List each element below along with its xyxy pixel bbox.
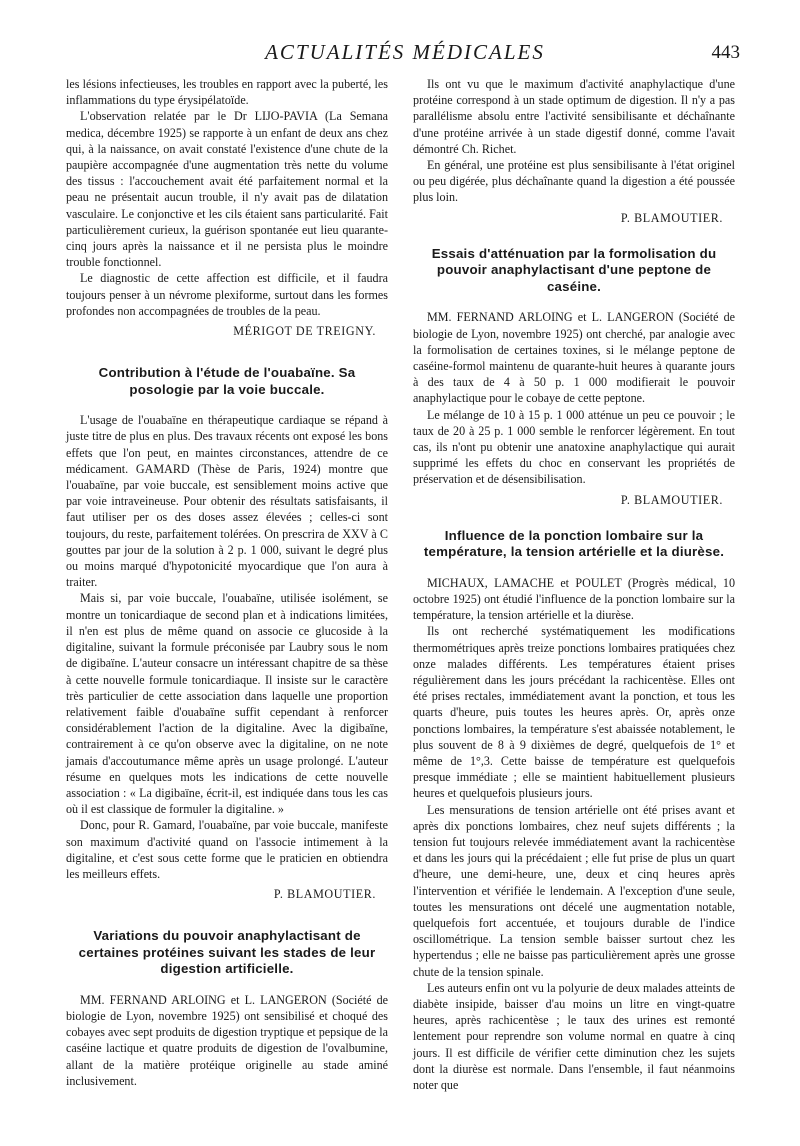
article-paragraph: MM. FERNAND ARLOING et L. LANGERON (Société de biologie de Lyon, novembre 1925) ont cherché, par analogie avec la formolisation de certaines toxines, si le mélange peptone de caséine-formol maintenu de quarante-huit heures à quarante jours à des taux de 4 à 50 p. 1 000 modifierait le pouvoir anaphylactique pour le cobaye de cette peptone. xyxy=(413,310,735,406)
article-paragraph: Le mélange de 10 à 15 p. 1 000 atténue un peu ce pouvoir ; le taux de 20 à 25 p. 1 000 semble le renforcer légèrement. En tout cas, ils n'ont pu obtenir une anatoxine anaphylactique qui aurait supprimé les effets du choc en conservant les propriétés de préservation et de désensibilisation. xyxy=(413,407,735,487)
article-paragraph: Ils ont recherché systématiquement les modifications thermométriques après treize ponctions lombaires pratiquées chez onze malades différents. Les températures étaient prises régulièrement dans les jours précédant la rachicentèse. Elles ont été prises rectales, immédiatement avant la ponction, et tous les quarts d'heure, puis toutes les heures après. Or, après onze ponctions lombaires, la température s'est abaissée notablement, le plus souvent de 8 à 9 dixièmes de degré, quelquefois de 1° et même de 1°,3. Cette baisse de température est quelquefois presque immédiate ; elle se maintient habituellement plusieurs heures et quelquefois plusieurs jours. xyxy=(413,624,735,801)
article-paragraph: Les mensurations de tension artérielle ont été prises avant et après dix ponctions lombaires, chez neuf sujets différents ; la tension fut toujours relevée immédiatement avant la rachicentèse et dans les jours qui la précédaient ; elle fut prise de plus un quart d'heure, une demi-heure, une, deux et cinq heures après l'intervention et vérifiée le lendemain. A l'exception d'une seule, toutes les mensurations ont décelé une augmentation notable, quelquefois fort accentuée, et toujours durable de l'indice oscillométrique. La tension semble baisser surtout chez les hypertendus ; elle ne baisse pas particulièrement après une grosse chute de la tension spinale. xyxy=(413,802,735,979)
article-paragraph: Les auteurs enfin ont vu la polyurie de deux malades atteints de diabète insipide, baisser d'au moins un litre en vingt-quatre heures, après rachicentèse ; le taux des urines est remonté lentement pour reprendre son volume normal en quatre à cinq jours. Il est difficile de vérifier cette diminution chez les sujets dont la diurèse est normale. Dans l'ensemble, il faut néanmoins noter que xyxy=(413,980,735,1093)
article-paragraph: Ils ont vu que le maximum d'activité anaphylactique d'une protéine correspond à un stade optimum de digestion. Il n'y a pas parallélisme absolu entre l'activité sensibilisante et déchaînante d'une protéine arrivée à un stade digestif donné, comme l'avait démontré Ch. Richet. xyxy=(413,77,735,156)
page-header xyxy=(70,40,740,74)
intro-paragraph: les lésions infectieuses, les troubles en rapport avec la puberté, les inflammations du type érysipélatoïde. xyxy=(66,77,388,108)
article-paragraph: Donc, pour R. Gamard, l'ouabaïne, par voie buccale, manifeste son maximum d'activité quand on l'associe intimement à la digitaline, et c'est sous cette forme que le praticien en obtiendra les meilleurs effets. xyxy=(66,818,388,881)
article-paragraph: MM. FERNAND ARLOING et L. LANGERON (Société de biologie de Lyon, novembre 1925) ont sensibilisé et choqué des cobayes avec sept produits de digestion tryptique et pepsique de la caséine lactique et quatre produits de digestion de l'ovalbumine, allant de la matière protéique originelle au stade aminé inclusivement. xyxy=(66,992,388,1088)
article-paragraph: En général, une protéine est plus sensibilisante à l'état originel ou peu digérée, plus déchaînante quand la digestion a été poussée plus loin. xyxy=(413,158,735,205)
intro-paragraph: Le diagnostic de cette affection est difficile, et il faudra toujours penser à un névrome plexiforme, surtout dans les formes profondes non accompagnées de troubles de la peau. xyxy=(66,271,388,318)
left-column xyxy=(66,76,388,1089)
author-signature: P. BLAMOUTIER. xyxy=(273,887,376,902)
article-title: Influence de la ponction lombaire sur la température, la tension artérielle et la diurèse. xyxy=(423,527,725,560)
article-paragraph: Mais si, par voie buccale, l'ouabaïne, utilisée isolément, se montre un tonicardiaque de second plan et à indications limitées, il n'en est plus de même quand on associe ce glucoside à la digitaline, suivant la formule préconisée par Laubry sous le nom de digibaïne. L'auteur consacre un intéressant chapitre de sa thèse à cette nouvelle formule tonicardiaque. Il insiste sur le caractère très particulier de cette association dans laquelle une proportion relativement faible d'ouabaïne suffit cependant à renforcer considérablement l'action de la digitaline. Avec la digibaïne, contrairement à ce qu'on observe avec la digitaline, on ne note jamais d'accoutumance même après un usage prolongé. L'auteur résume en quelques mots les indications de cette nouvelle association : « La digibaïne, écrit-il, est indiquée dans tous les cas où il est classique de formuler la digitaline. » xyxy=(66,591,388,817)
article-paragraph: MICHAUX, LAMACHE et POULET (Progrès médical, 10 octobre 1925) ont étudié l'influence de la ponction lombaire sur la température, la tension artérielle et la diurèse. xyxy=(413,575,735,623)
author-signature: P. BLAMOUTIER. xyxy=(620,210,723,225)
right-column xyxy=(413,76,735,1093)
article-paragraph: L'usage de l'ouabaïne en thérapeutique cardiaque se répand à juste titre de plus en plus. Des travaux récents ont exposé les bons effets que l'on peut, en maintes circonstances, attendre de ce médicament. GAMARD (Thèse de Paris, 1924) montre que l'ouabaïne, par voie buccale, est sensiblement moins active que par voie intraveineuse. Pour obtenir des résultats satisfaisants, il faut utiliser per os des doses assez élevées ; celles-ci sont toujours, du reste, parfaitement tolérées. On prescrira de XXV à C gouttes par jour de la solution à 2 p. 1 000, suivant le degré plus ou moins marqué d'hypotonicité myocardique que l'on aura à traiter. xyxy=(66,413,388,590)
article-title: Contribution à l'étude de l'ouabaïne. Sa posologie par la voie buccale. xyxy=(98,365,356,397)
author-signature: P. BLAMOUTIER. xyxy=(620,492,723,507)
author-signature: MÉRIGOT DE TREIGNY. xyxy=(233,324,376,339)
article-title: Variations du pouvoir anaphylactisant de certaines protéines suivant les stades de leur digestion artificielle. xyxy=(78,928,376,977)
intro-paragraph: L'observation relatée par le Dr LIJO-PAVIA (La Semana medica, décembre 1925) se rapporte à un enfant de deux ans chez qui, à la naissance, on avait constaté l'existence d'une chute de la paupière accompagnée d'une augmentation très nette du volume des tissus : l'accouchement avait été parfaitement normal et la peau ne présentait aucun trouble, il n'y avait pas de dilatation vasculaire. Le conjonctive et les cils étaient sans particularité. Fait particulièrement curieux, la guérison spontanée eut lieu quarante-cinq jours après la naissance et il ne persista plus le moindre trouble fonctionnel. xyxy=(66,109,388,270)
page-number: 443 xyxy=(711,42,740,63)
running-head: ACTUALITÉS MÉDICALES xyxy=(265,40,545,64)
article-title: Essais d'atténuation par la formolisation du pouvoir anaphylactisant d'une peptone de caséine. xyxy=(431,245,717,294)
